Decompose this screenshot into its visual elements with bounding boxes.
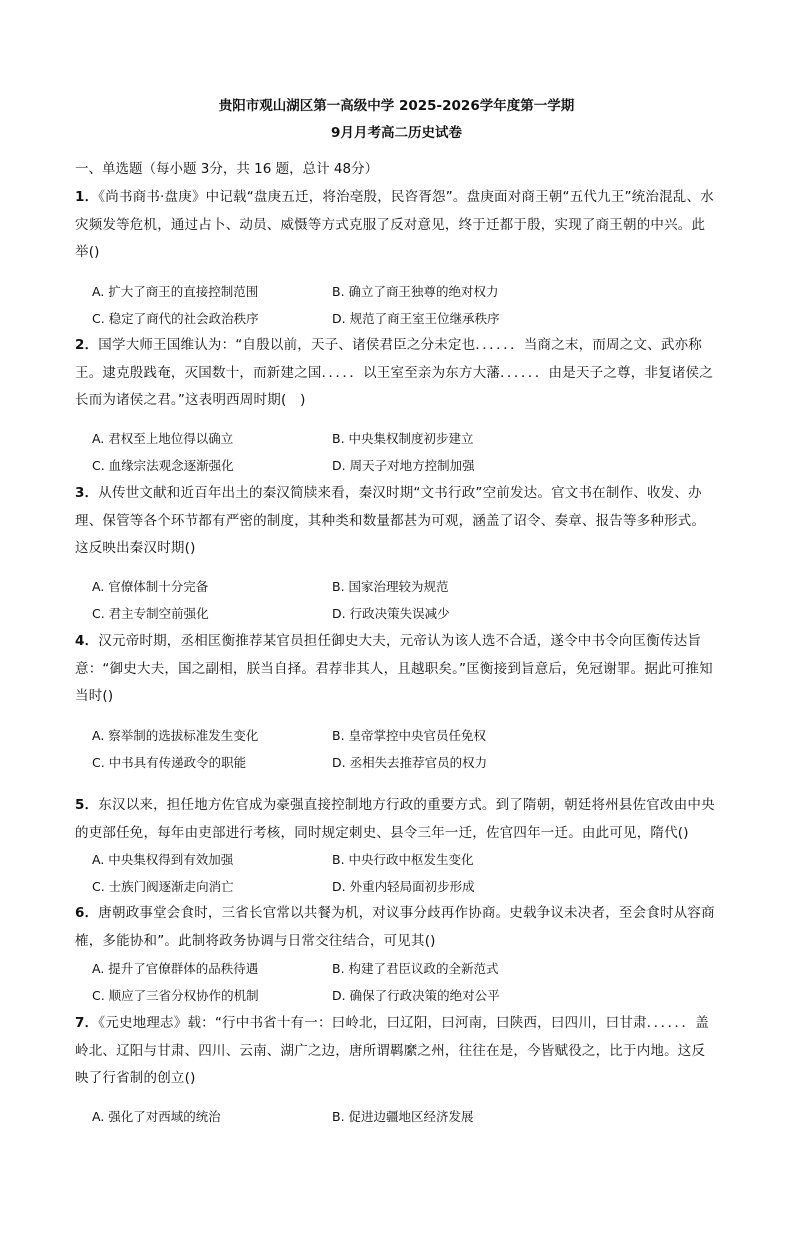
question-2-stem (75, 332, 715, 415)
question-5-option-a: A. 中央集权得到有效加强 (92, 852, 234, 867)
question-1-option-d: D. 规范了商王室王位继承秩序 (332, 311, 500, 326)
question-1-option-a: A. 扩大了商王的直接控制范围 (92, 284, 259, 299)
question-5-option-c: C. 士族门阀逐渐走向消亡 (92, 879, 234, 894)
question-2-option-b: B. 中央集权制度初步建立 (332, 431, 474, 446)
question-5-option-d: D. 外重内轻局面初步形成 (332, 879, 475, 894)
question-3-option-d: D. 行政决策失误减少 (332, 606, 450, 621)
question-2-option-d: D. 周天子对地方控制加强 (332, 458, 475, 473)
question-6-option-b: B. 构建了君臣议政的全新范式 (332, 961, 499, 976)
question-6-text: 唐朝政事堂会食时，三省长官常以共餐为机，对议事分歧再作协商。史载争议未决者，至会食时从容商榷，多能协和”。此制将政务协调与日常交往结合，可见其() (75, 905, 715, 949)
question-6-option-d: D. 确保了行政决策的绝对公平 (332, 988, 500, 1003)
exam-title-line2: 9月月考高二历史试卷 (331, 125, 462, 141)
question-1-text: 《尚书商书·盘庚》中记载“盘庚五迁，将治亳殷，民咨胥怨”。盘庚面对商王朝“五代九王”统治混乱、水灾频发等危机，通过占卜、动员、威慑等方式克服了反对意见，终于迁都于殷，实现了商王朝的中兴。此举() (75, 189, 714, 260)
question-6-number: 6． (75, 905, 99, 921)
question-3-option-a: A. 官僚体制十分完备 (92, 579, 209, 594)
question-7-number: 7． (75, 1015, 99, 1031)
question-7-stem (75, 1010, 715, 1093)
section-heading: 一、单选题（每小题 3分，共 16 题，总计 48分） (75, 161, 379, 177)
question-3-number: 3． (75, 485, 99, 501)
question-4-option-c: C. 中书具有传递政令的职能 (92, 755, 247, 770)
question-3-text: 从传世文献和近百年出土的秦汉简牍来看，秦汉时期“文书行政”空前发达。官文书在制作、收发、办理、保管等各个环节都有严密的制度，其种类和数量都甚为可观，涵盖了诏令、奏章、报告等多种形式。这反映出秦汉时期() (75, 485, 706, 556)
question-6-option-c: C. 顺应了三省分权协作的机制 (92, 988, 259, 1003)
question-5-number: 5． (75, 797, 99, 813)
question-5-text: 东汉以来，担任地方佐官成为豪强直接控制地方行政的重要方式。到了隋朝，朝廷将州县佐官改由中央的吏部任免，每年由吏部进行考核，同时规定刺史、县令三年一迁，佐官四年一迁。由此可见，隋代() (75, 797, 715, 841)
question-4-option-a: A. 察举制的选拔标准发生变化 (92, 728, 259, 743)
question-4-option-d: D. 丞相失去推荐官员的权力 (332, 755, 488, 770)
question-7-option-b: B. 促进边疆地区经济发展 (332, 1109, 474, 1124)
question-1-option-b: B. 确立了商王独尊的绝对权力 (332, 284, 499, 299)
question-6-option-a: A. 提升了官僚群体的品秩待遇 (92, 961, 259, 976)
question-4-stem (75, 628, 715, 711)
question-2-option-c: C. 血缘宗法观念逐渐强化 (92, 458, 234, 473)
question-2-number: 2． (75, 337, 99, 353)
question-3-stem (75, 480, 715, 563)
question-1-stem (75, 184, 715, 267)
question-1-number: 1． (75, 189, 99, 205)
question-7-option-a: A. 强化了对西域的统治 (92, 1109, 221, 1124)
question-2-option-a: A. 君权至上地位得以确立 (92, 431, 234, 446)
question-3-option-b: B. 国家治理较为规范 (332, 579, 449, 594)
question-7-text: 《元史地理志》载：“行中书省十有一：曰岭北，曰辽阳，曰河南，曰陕西，曰四川，曰甘肃．．．．．．盖岭北、辽阳与甘肃、四川、云南、湖广之边，唐所谓羁縻之州，往往在是，今皆赋役之，比于内地。这反映了行省制的创立() (75, 1015, 709, 1086)
question-6-stem (75, 900, 715, 955)
question-5-option-b: B. 中央行政中枢发生变化 (332, 852, 474, 867)
exam-title-line1: 贵阳市观山湖区第一高级中学 2025-2026学年度第一学期 (218, 98, 575, 114)
question-2-text: 国学大师王国维认为：“自殷以前，天子、诸侯君臣之分未定也．．．．．．当商之末，而周之文、武亦称王。逮克殷践奄，灭国数十，而新建之国．．．．．以王室至亲为东方大藩．．．．．．由是天子之尊，非复诸侯之长而为诸侯之君。”这表明西周时期( ) (75, 337, 713, 408)
question-1-option-c: C. 稳定了商代的社会政治秩序 (92, 311, 259, 326)
question-5-stem (75, 792, 715, 847)
question-4-option-b: B. 皇帝掌控中央官员任免权 (332, 728, 487, 743)
question-4-text: 汉元帝时期，丞相匡衡推荐某官员担任御史大夫，元帝认为该人选不合适，遂令中书令向匡衡传达旨意：“御史大夫，国之副相，朕当自择。君荐非其人，且越职矣。”匡衡接到旨意后，免冠谢罪。据此可推知当时() (75, 633, 713, 704)
question-3-option-c: C. 君主专制空前强化 (92, 606, 209, 621)
question-4-number: 4． (75, 633, 99, 649)
